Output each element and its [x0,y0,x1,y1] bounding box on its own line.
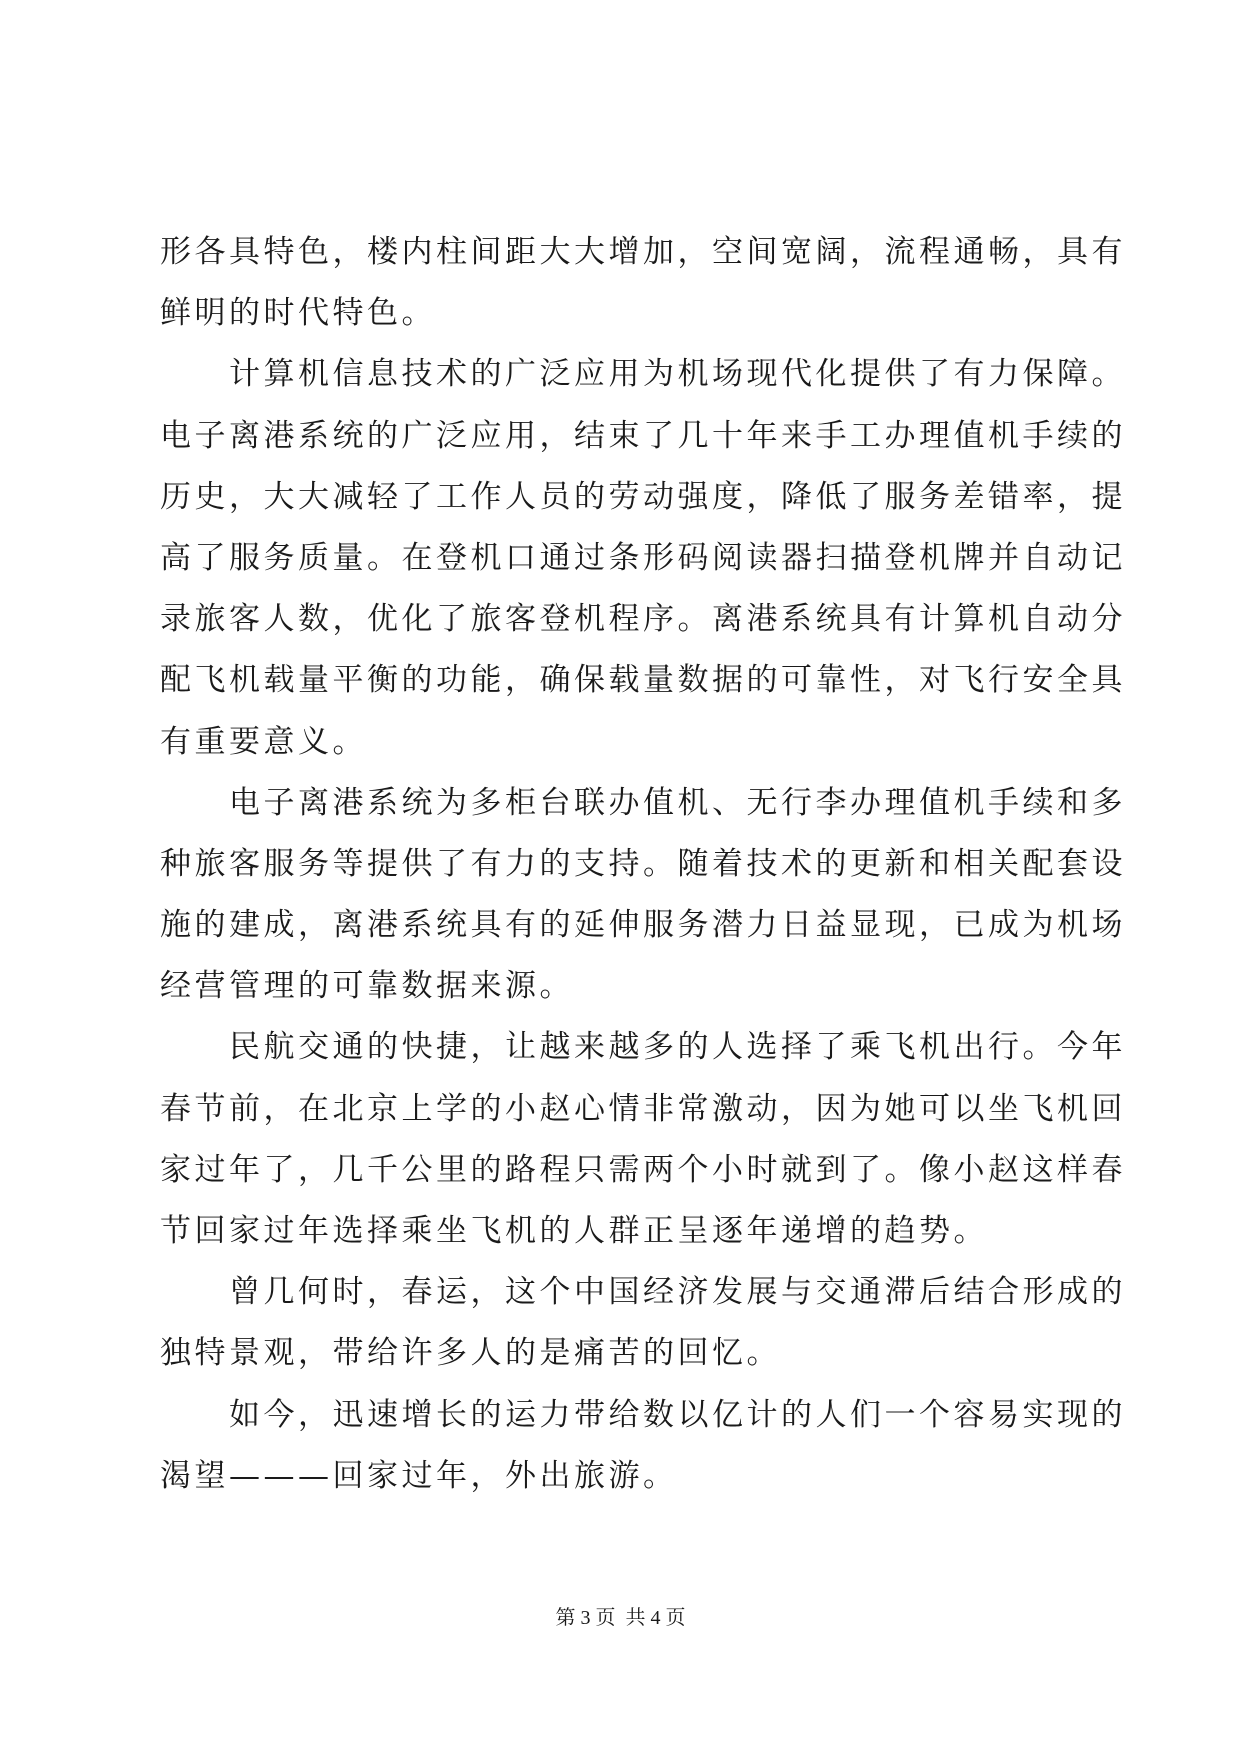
text-line: 计算机信息技术的广泛应用为机场现代化提供了有力保障。 [160,356,1126,393]
body-text [160,222,1126,1507]
text-line: 电子离港系统的广泛应用，结束了几十年来手工办理值机手续的 [160,417,1126,454]
text-line: 节回家过年选择乘坐飞机的人群正呈逐年递增的趋势。 [160,1213,988,1249]
text-line: 历史，大大减轻了工作人员的劳动强度，降低了服务差错率，提 [160,478,1126,515]
text-line: 配飞机载量平衡的功能，确保载量数据的可靠性，对飞行安全具 [160,662,1126,699]
text-line: 经营管理的可靠数据来源。 [160,968,574,1005]
text-line: 如今，迅速增长的运力带给数以亿计的人们一个容易实现的 [160,1396,1126,1433]
page-footer: 第 3 页 共 4 页 [555,1607,686,1629]
text-line: 电子离港系统为多柜台联办值机、无行李办理值机手续和多 [160,784,1126,821]
text-line: 鲜明的时代特色。 [160,295,436,332]
text-line: 民航交通的快捷，让越来越多的人选择了乘飞机出行。今年 [160,1029,1126,1066]
text-line: 独特景观，带给许多人的是痛苦的回忆。 [160,1335,781,1372]
text-line: 形各具特色，楼内柱间距大大增加，空间宽阔，流程通畅，具有 [160,234,1126,270]
text-line: 有重要意义。 [160,723,367,760]
text-line: 录旅客人数，优化了旅客登机程序。离港系统具有计算机自动分 [160,601,1126,638]
text-line: 种旅客服务等提供了有力的支持。随着技术的更新和相关配套设 [160,845,1126,882]
text-line: 春节前，在北京上学的小赵心情非常激动，因为她可以坐飞机回 [160,1090,1126,1127]
text-line: 曾几何时，春运，这个中国经济发展与交通滞后结合形成的 [160,1274,1126,1311]
text-line: 施的建成，离港系统具有的延伸服务潜力日益显现，已成为机场 [160,907,1126,944]
text-line: 渴望———回家过年，外出旅游。 [160,1457,678,1494]
text-line: 家过年了，几千公里的路程只需两个小时就到了。像小赵这样春 [160,1151,1126,1188]
text-line: 高了服务质量。在登机口通过条形码阅读器扫描登机牌并自动记 [160,539,1126,576]
